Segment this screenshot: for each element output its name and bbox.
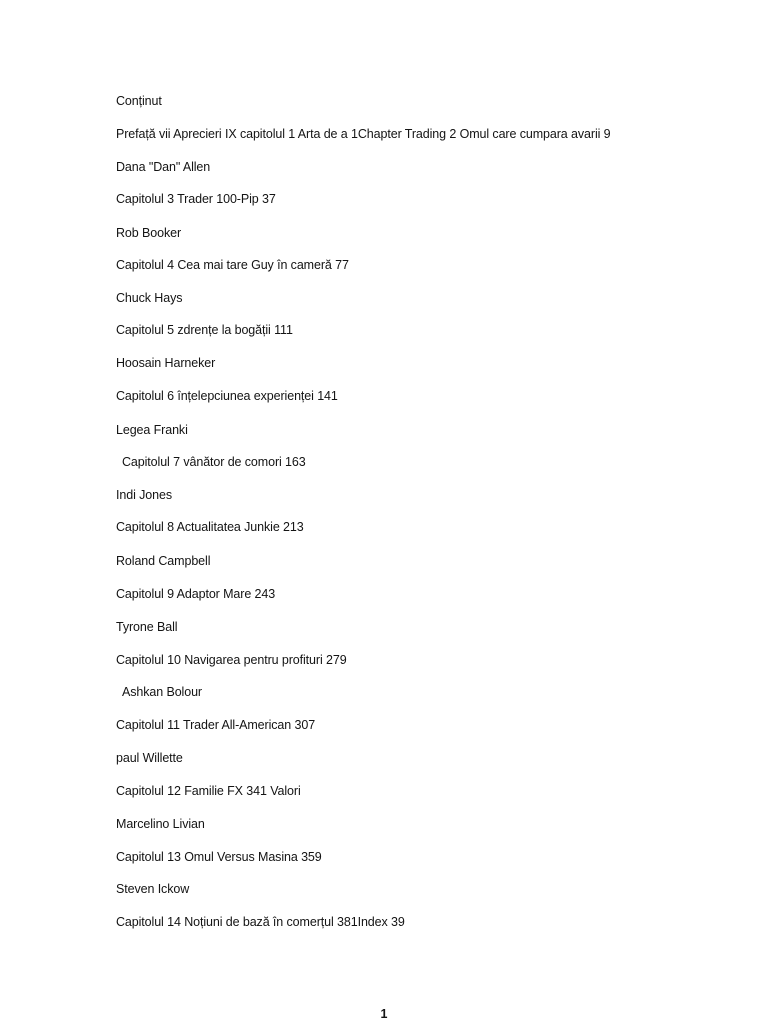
toc-author: Indi Jones [116, 488, 172, 502]
toc-author: Marcelino Livian [116, 817, 205, 831]
toc-entry: Capitolul 9 Adaptor Mare 243 [116, 587, 276, 601]
toc-entry: Prefață vii Aprecieri IX capitolul 1 Arta de a 1Chapter Trading 2 Omul care cumpara avarii 9 [116, 127, 611, 141]
toc-author: Hoosain Harneker [116, 356, 216, 370]
toc-author: Tyrone Ball [116, 620, 178, 634]
toc-author: Steven Ickow [116, 882, 190, 896]
toc-entry: Capitolul 14 Noțiuni de bază în comerțul 381Index 39 [116, 915, 405, 929]
toc-author: paul Willette [116, 751, 183, 765]
toc-entry: Capitolul 4 Cea mai tare Guy în cameră 77 [116, 258, 349, 272]
toc-entry: Capitolul 8 Actualitatea Junkie 213 [116, 520, 304, 534]
toc-author: Legea Franki [116, 423, 188, 437]
toc-author: Chuck Hays [116, 291, 183, 305]
toc-entry: Capitolul 5 zdrențe la bogății 111 [116, 323, 293, 337]
toc-entry: Capitolul 13 Omul Versus Masina 359 [116, 850, 322, 864]
toc-entry: Capitolul 7 vânător de comori 163 [122, 455, 306, 469]
toc-author: Rob Booker [116, 226, 182, 240]
toc-entry: Capitolul 10 Navigarea pentru profituri 279 [116, 653, 347, 667]
toc-author: Ashkan Bolour [122, 685, 202, 699]
toc-entry: Capitolul 11 Trader All-American 307 [116, 718, 316, 732]
toc-heading: Conținut [116, 94, 162, 108]
toc-author: Roland Campbell [116, 554, 211, 568]
toc-entry: Capitolul 6 înțelepciunea experienței 141 [116, 389, 338, 403]
toc-author: Dana "Dan" Allen [116, 160, 211, 174]
page-number: 1 [380, 1007, 388, 1021]
toc-entry: Capitolul 3 Trader 100-Pip 37 [116, 192, 276, 206]
toc-entry: Capitolul 12 Familie FX 341 Valori [116, 784, 301, 798]
